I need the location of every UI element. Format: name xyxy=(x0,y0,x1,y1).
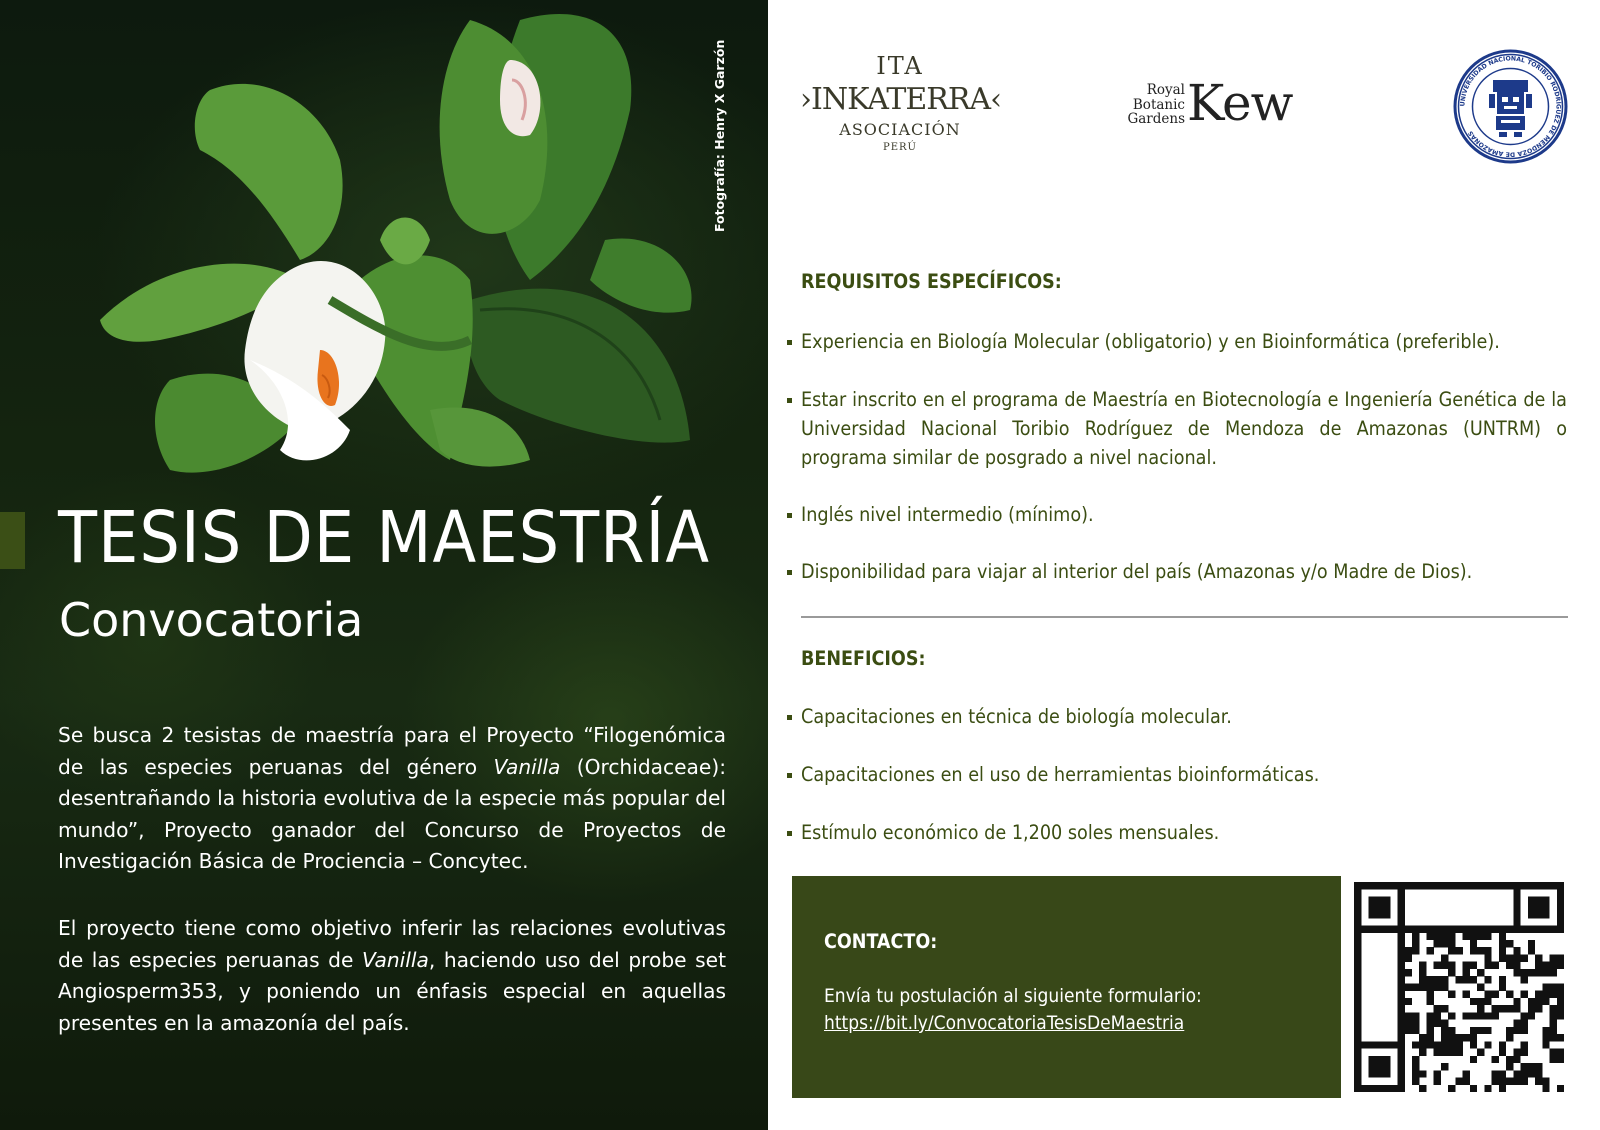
kew-line1: Royal xyxy=(1146,82,1185,98)
beneficio-item xyxy=(787,818,1567,847)
requisito-item xyxy=(787,500,1567,529)
inkaterra-ita: ITA xyxy=(876,52,924,80)
intro-p1-genus: Vanilla xyxy=(493,754,561,779)
requisitos-heading: REQUISITOS ESPECÍFICOS: xyxy=(801,270,1062,293)
requisito-text: Inglés nivel intermedio (mínimo). xyxy=(801,503,1094,526)
requisito-item xyxy=(787,385,1567,472)
intro-paragraph-2 xyxy=(58,913,726,1039)
application-form-link[interactable]: https://bit.ly/ConvocatoriaTesisDeMaestria xyxy=(824,1012,1185,1034)
requisito-item xyxy=(787,557,1567,586)
photo-credit: Fotografía: Henry X Garzón xyxy=(712,39,727,232)
accent-bar xyxy=(0,512,25,569)
beneficios-heading: BENEFICIOS: xyxy=(801,647,926,670)
intro-p2-part-a: El proyecto tiene como objetivo inferir las relaciones evolutivas de las especies peruanas de xyxy=(58,916,726,972)
bullet-icon xyxy=(787,831,792,836)
contact-text: Envía tu postulación al siguiente formulario: xyxy=(824,985,1202,1007)
bullet-icon xyxy=(787,398,792,403)
beneficio-text: Capacitaciones en técnica de biología molecular. xyxy=(801,705,1232,728)
requisito-item xyxy=(787,327,1567,356)
bullet-icon xyxy=(787,513,792,518)
subtitle: Convocatoria xyxy=(59,593,364,647)
bullet-icon xyxy=(787,570,792,575)
intro-paragraph-1 xyxy=(58,720,726,878)
left-panel xyxy=(0,0,768,1130)
untrm-ring-text: UNIVERSIDAD NACIONAL TORIBIO RODRÍGUEZ DE MENDOZA DE AMAZONAS xyxy=(1459,55,1562,158)
intro-p2-genus: Vanilla xyxy=(362,947,429,972)
requisito-text: Estar inscrito en el programa de Maestría en Biotecnología e Ingeniería Genética de la Universidad Nacional Toribio Rodríguez de Mendoza de Amazonas (UNTRM) o programa similar de posgrado a nivel nacional. xyxy=(801,388,1567,469)
contact-box xyxy=(792,876,1341,1098)
intro-p1-part-a: Se busca 2 tesistas de maestría para el Proyecto “Filogenómica de las especies peruanas del género xyxy=(58,723,726,779)
kew-line2: Botanic xyxy=(1132,96,1185,113)
contact-heading: CONTACTO: xyxy=(824,930,938,953)
beneficio-text: Capacitaciones en el uso de herramientas bioinformáticas. xyxy=(801,763,1320,786)
section-divider xyxy=(801,616,1568,618)
untrm-seal-logo xyxy=(1452,48,1569,165)
bullet-icon xyxy=(787,773,792,778)
inkaterra-logo xyxy=(800,52,1000,160)
inkaterra-asociacion: ASOCIACIÓN xyxy=(839,120,961,139)
intro-p1-part-b: (Orchidaceae): desentrañando la historia evolutiva de la especie más popular del mundo”, Proyecto ganador del Concurso de Proyectos de Investigación Básica de Prociencia – Concytec. xyxy=(58,754,726,873)
beneficio-item xyxy=(787,702,1567,731)
inkaterra-name: ›INKATERRA‹ xyxy=(800,82,1002,117)
beneficio-text: Estímulo económico de 1,200 soles mensuales. xyxy=(801,821,1220,844)
requisito-text: Disponibilidad para viajar al interior del país (Amazonas y/o Madre de Dios). xyxy=(801,560,1473,583)
kew-name: Kew xyxy=(1187,74,1293,132)
bullet-icon xyxy=(787,340,792,345)
intro-p2-part-b: , haciendo uso del probe set Angiosperm353, y poniendo un énfasis especial en aquellas presentes en la amazonía del país. xyxy=(58,947,726,1035)
bullet-icon xyxy=(787,715,792,720)
kew-small-text xyxy=(1115,83,1185,127)
inkaterra-country: PERÚ xyxy=(883,142,917,153)
beneficio-item xyxy=(787,760,1567,789)
kew-logo xyxy=(1115,74,1295,132)
requisito-text: Experiencia en Biología Molecular (obligatorio) y en Bioinformática (preferible). xyxy=(801,330,1500,353)
main-title: TESIS DE MAESTRÍA xyxy=(58,496,711,579)
kew-line3: Gardens xyxy=(1127,111,1185,127)
qr-code-icon[interactable] xyxy=(1354,882,1564,1092)
